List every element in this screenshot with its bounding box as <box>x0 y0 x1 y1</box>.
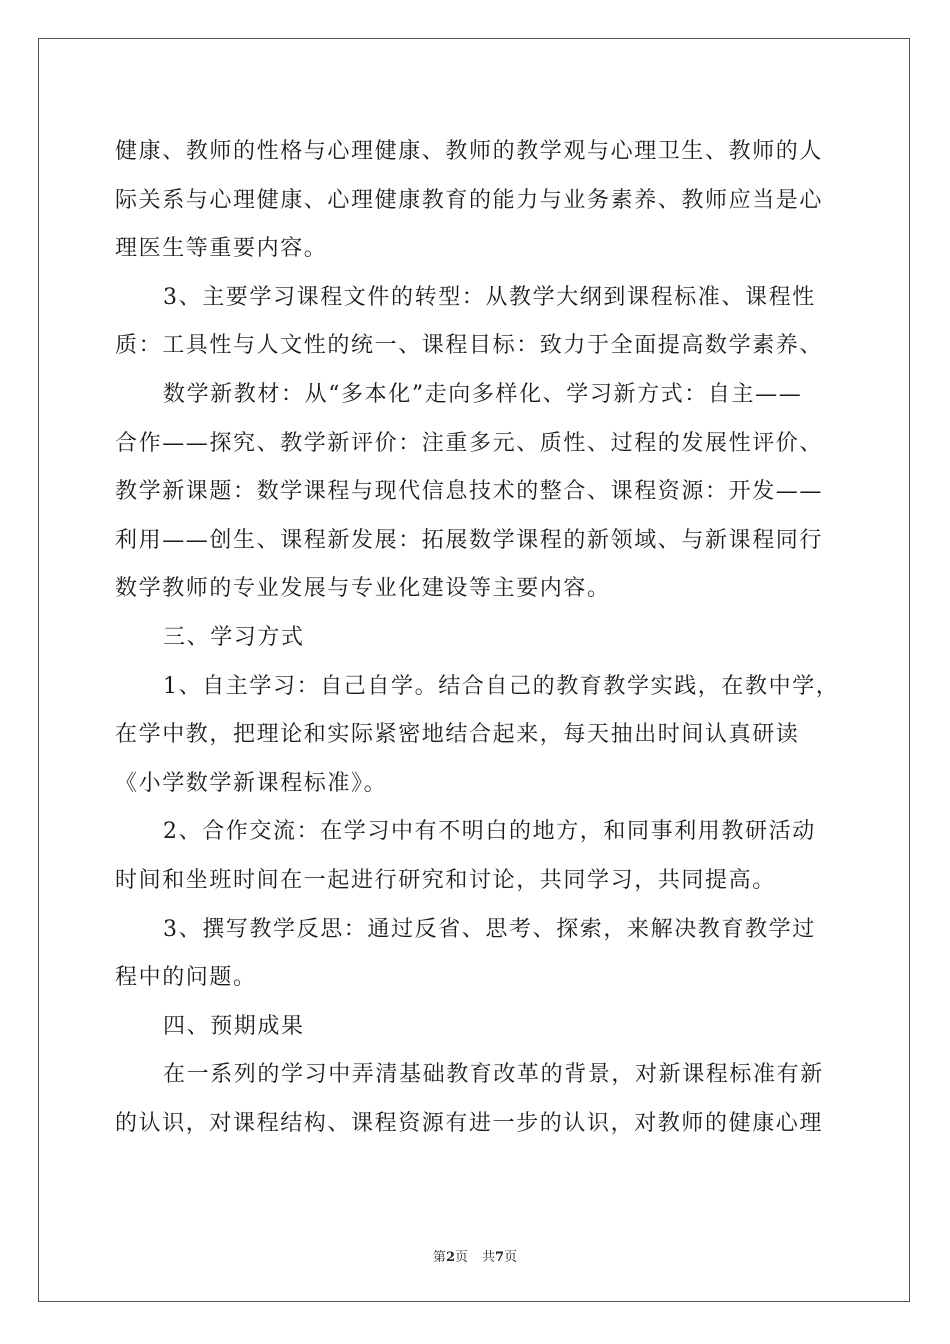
section-heading <box>115 614 835 663</box>
text-line: 3、主要学习课程文件的转型：从教学大纲到课程标准、课程性 <box>163 284 816 310</box>
document-body <box>115 128 840 1148</box>
text-line: 在学中教，把理论和实际紧密地结合起来，每天抽出时间认真研读 <box>115 722 800 748</box>
text-line: 1、自主学习：自己自学。结合自己的教育教学实践，在教中学， <box>163 673 840 699</box>
page-total-count: 7 <box>495 1250 505 1265</box>
paragraph <box>115 371 835 614</box>
page-number-current: 2 <box>445 1250 455 1265</box>
text-line: 数学新教材：从“多本化”走向多样化、学习新方式：自主—— <box>163 381 803 407</box>
text-line: 在一系列的学习中弄清基础教育改革的背景，对新课程标准有新 <box>163 1062 824 1088</box>
text-line: 2、合作交流：在学习中有不明白的地方，和同事利用教研活动 <box>163 819 816 845</box>
page-footer <box>0 1246 950 1265</box>
paragraph <box>115 274 835 371</box>
text-line: 质：工具性与人文性的统一、课程目标：致力于全面提高数学素养、 <box>115 333 824 359</box>
text-line: 利用——创生、课程新发展：拓展数学课程的新领域、与新课程同行 <box>115 527 824 553</box>
text-line: 《小学数学新课程标准》。 <box>115 770 388 796</box>
paragraph <box>115 808 835 905</box>
text-line: 时间和坐班时间在一起进行研究和讨论，共同学习，共同提高。 <box>115 867 776 893</box>
heading-text: 三、学习方式 <box>163 624 305 650</box>
text-line: 3、撰写教学反思：通过反省、思考、探索，来解决教育教学过 <box>163 916 816 942</box>
heading-text: 四、预期成果 <box>163 1013 305 1039</box>
paragraph <box>115 1051 835 1148</box>
text-line: 的认识，对课程结构、课程资源有进一步的认识，对教师的健康心理 <box>115 1110 824 1136</box>
text-line: 际关系与心理健康、心理健康教育的能力与业务素养、教师应当是心 <box>115 187 824 213</box>
paragraph <box>115 663 840 809</box>
text-line: 教学新课题：数学课程与现代信息技术的整合、课程资源：开发—— <box>115 479 824 505</box>
text-line: 数学教师的专业发展与专业化建设等主要内容。 <box>115 576 611 602</box>
text-line: 健康、教师的性格与心理健康、教师的教学观与心理卫生、教师的人 <box>115 139 824 164</box>
paragraph <box>115 128 835 274</box>
page-total-unit: 页 <box>504 1250 518 1265</box>
page-total-prefix: 共 <box>482 1250 496 1265</box>
text-line: 合作——探究、教学新评价：注重多元、质性、过程的发展性评价、 <box>115 430 824 456</box>
page-number-unit: 页 <box>454 1250 468 1265</box>
text-line: 理医生等重要内容。 <box>115 236 328 262</box>
page-number-prefix: 第 <box>432 1250 446 1265</box>
text-line: 程中的问题。 <box>115 965 257 991</box>
section-heading <box>115 1003 835 1052</box>
paragraph <box>115 906 835 1003</box>
